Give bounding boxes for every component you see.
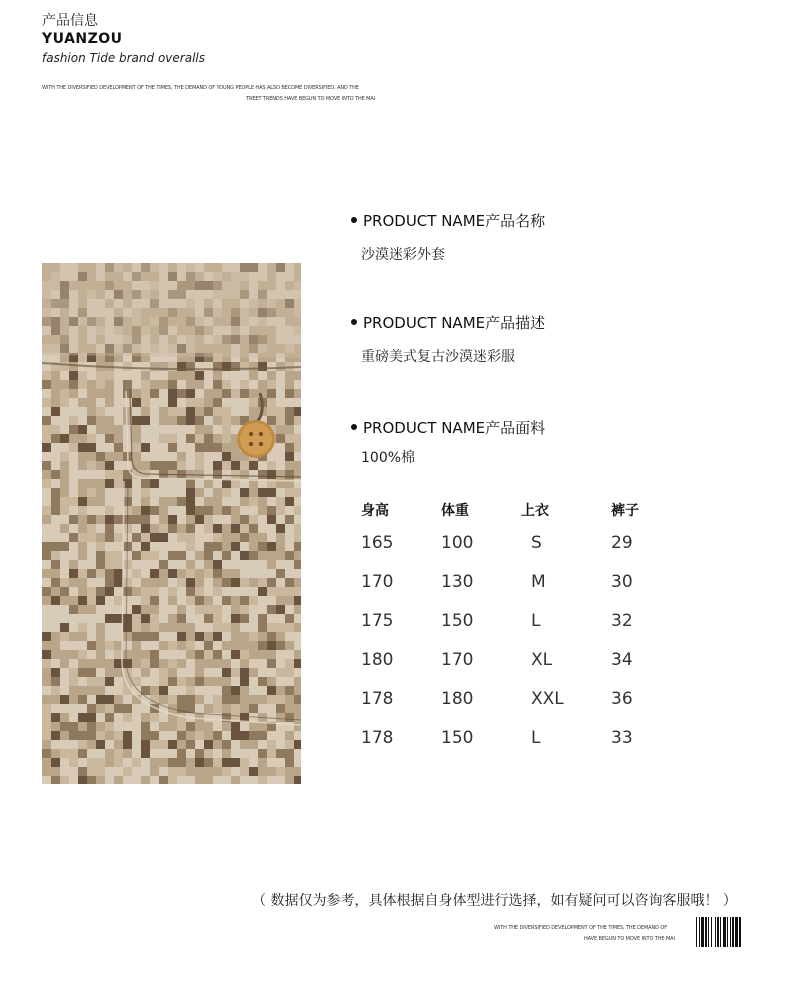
table-row	[361, 601, 671, 640]
table-row	[361, 718, 671, 757]
header-cn-title: 产品信息	[42, 13, 98, 29]
table-row	[361, 523, 671, 562]
cell-height: 178	[361, 727, 394, 748]
footer-subtext-line2: HAVE BEGUN TO MOVE INTO THE MAI	[584, 936, 675, 942]
header-top-size: 上衣	[521, 503, 549, 519]
bullet-icon	[351, 319, 357, 325]
cell-weight: 170	[441, 649, 474, 670]
header-pants-size: 裤子	[611, 503, 639, 519]
table-row	[361, 640, 671, 679]
section-title-text: PRODUCT NAME产品名称	[363, 212, 546, 230]
cell-pants-size: 34	[611, 649, 633, 670]
footer-subtext-line1: WITH THE DIVERSIFIED DEVELOPMENT OF THE TIMES, THE DEMAND OF	[494, 925, 667, 931]
cell-pants-size: 29	[611, 532, 633, 553]
table-row	[361, 562, 671, 601]
cell-top-size: M	[531, 571, 546, 592]
section-title-description	[351, 312, 545, 333]
barcode-icon	[696, 917, 750, 947]
section-value-fabric: 100%棉	[361, 450, 416, 466]
cell-top-size: S	[531, 532, 542, 553]
section-title-text: PRODUCT NAME产品描述	[363, 314, 546, 332]
product-photo	[42, 263, 301, 784]
size-table-header	[361, 497, 671, 523]
brand-name: YUANZOU	[42, 31, 123, 47]
cell-height: 165	[361, 532, 394, 553]
cell-height: 170	[361, 571, 394, 592]
footer-note: （ 数据仅为参考，具体根据自身体型进行选择，如有疑问可以咨询客服哦！ ）	[252, 893, 737, 909]
section-value-name: 沙漠迷彩外套	[361, 247, 445, 263]
cell-pants-size: 32	[611, 610, 633, 631]
cell-top-size: L	[531, 610, 541, 631]
cell-height: 178	[361, 688, 394, 709]
section-title-name	[351, 210, 545, 231]
section-value-description: 重磅美式复古沙漠迷彩服	[361, 349, 515, 365]
cell-pants-size: 36	[611, 688, 633, 709]
cell-weight: 100	[441, 532, 474, 553]
size-table	[361, 497, 671, 757]
cell-weight: 150	[441, 727, 474, 748]
cell-pants-size: 30	[611, 571, 633, 592]
bullet-icon	[351, 424, 357, 430]
header-height: 身高	[361, 503, 389, 519]
brand-tagline: fashion Tide brand overalls	[42, 51, 205, 65]
bullet-icon	[351, 217, 357, 223]
cell-pants-size: 33	[611, 727, 633, 748]
section-title-text: PRODUCT NAME产品面料	[363, 419, 546, 437]
header-weight: 体重	[441, 503, 469, 519]
cell-top-size: XXL	[531, 688, 564, 709]
cell-weight: 180	[441, 688, 474, 709]
section-title-fabric	[351, 417, 545, 438]
cell-top-size: XL	[531, 649, 553, 670]
cell-top-size: L	[531, 727, 541, 748]
cell-height: 175	[361, 610, 394, 631]
camo-fabric-photo	[42, 263, 301, 784]
cell-weight: 130	[441, 571, 474, 592]
table-row	[361, 679, 671, 718]
cell-weight: 150	[441, 610, 474, 631]
header-subtext-line1: WITH THE DIVERSIFIED DEVELOPMENT OF THE TIMES, THE DEMAND OF YOUNG PEOPLE HAS ALSO BECOME DIVERSIFIED, AND THE	[42, 85, 359, 91]
cell-height: 180	[361, 649, 394, 670]
header-subtext-line2: TREET TRENDS HAVE BEGUN TO MOVE INTO THE MAI	[246, 96, 376, 102]
